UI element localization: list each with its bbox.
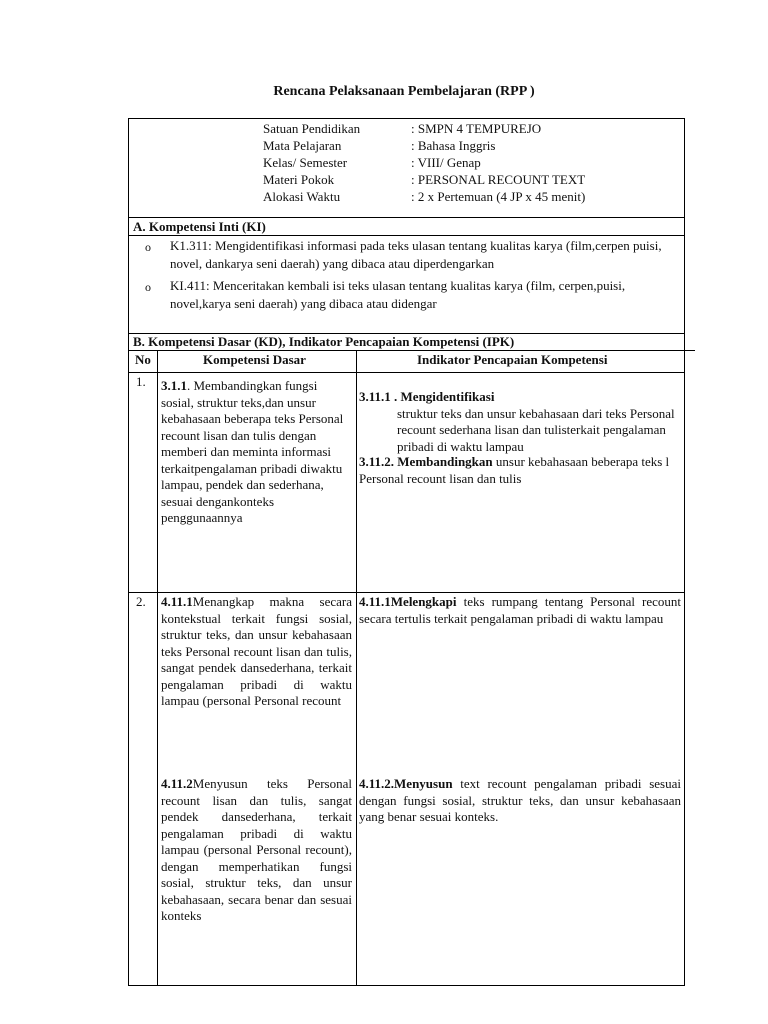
ipk-text: unsur kebahasaan beberapa teks l Personal recount lisan dan tulis	[359, 454, 670, 486]
column-header-no: No	[135, 352, 151, 367]
document-title: Rencana Pelaksanaan Pembelajaran (RPP )	[273, 84, 535, 99]
kd-cell	[161, 378, 352, 527]
kd-text: . Membandingkan fungsi sosial, struktur teks,dan unsur kebahasaan beberapa teks Personal recount lisan dan tulis dengan memberi dan meminta informasi terkaitpengalaman pribadi diwaktu lampau, pendek dan sederhana, sesuai dengankonteks penggunaannya	[161, 378, 344, 525]
row-number: 2.	[136, 594, 146, 609]
info-value: : 2 x Pertemuan (4 JP x 45 menit)	[411, 189, 586, 204]
info-value: : PERSONAL RECOUNT TEXT	[411, 172, 586, 187]
kd-text: Menangkap makna secara kontekstual terkait fungsi sosial, struktur teks, dan unsur kebahasaan teks Personal recount lisan dan tulis, sangat pendek dansederhana, terkait pengalaman pribadi di waktu lampau (personal Personal recount	[161, 594, 352, 708]
info-label: Alokasi Waktu	[263, 189, 341, 204]
info-value: : Bahasa Inggris	[411, 138, 496, 153]
ipk-text: text recount pengalaman pribadi sesuai dengan fungsi sosial, struktur teks, dan unsur kebahasaan yang benar sesuai konteks.	[359, 776, 681, 824]
info-label: Satuan Pendidikan	[263, 121, 361, 136]
info-label: Mata Pelajaran	[263, 138, 342, 153]
info-value: : VIII/ Genap	[411, 155, 481, 170]
column-divider	[157, 350, 158, 986]
section-b-heading: B. Kompetensi Dasar (KD), Indikator Pencapaian Kompetensi (IPK)	[133, 334, 515, 349]
ki-item: K1.311: Mengidentifikasi informasi pada teks ulasan tentang kualitas karya (film,cerpen puisi, novel, dankarya seni daerah) yang dibaca atau diperdengarkan	[170, 238, 662, 271]
ipk-text: struktur teks dan unsur kebahasaan dari teks Personal recount sederhana lisan dan tulisterkait pengalaman pribadi di waktu lampau	[397, 405, 675, 454]
bullet-icon: o	[145, 240, 151, 254]
ipk-code: 4.11.2.Menyusun	[359, 776, 453, 791]
column-divider	[356, 350, 357, 986]
kd-cell	[161, 776, 352, 925]
info-label: Materi Pokok	[263, 172, 335, 187]
kd-code: 4.11.2	[161, 776, 193, 791]
ipk-code: 4.11.1Melengkapi	[359, 594, 457, 609]
bullet-icon: o	[145, 280, 151, 294]
ipk-code: 3.11.2. Membandingkan	[359, 454, 493, 469]
info-value: : SMPN 4 TEMPUREJO	[411, 121, 542, 136]
section-a-heading: A. Kompetensi Inti (KI)	[133, 219, 266, 234]
kd-text: Menyusun teks Personal recount lisan dan tulis, sangat pendek dansederhana, terkait pengalaman pribadi di waktu lampau (personal Personal recount), dengan memperhatikan fungsi sosial, struktur teks, dan unsur kebahasaan, secara benar dan sesuai konteks	[161, 776, 352, 923]
ipk-text: teks rumpang tentang Personal recount secara tertulis terkait pengalaman pribadi di waktu lampau	[359, 594, 681, 626]
divider-line	[128, 217, 685, 218]
ipk-code: 3.11.1 . Mengidentifikasi	[359, 389, 495, 404]
divider-line	[128, 372, 685, 373]
divider-line	[128, 350, 695, 351]
divider-line	[128, 235, 685, 236]
kd-code: 3.1.1	[161, 378, 187, 393]
kd-code: 4.11.1	[161, 594, 193, 609]
column-header-ipk: Indikator Pencapaian Kompetensi	[417, 352, 608, 367]
ipk-cell	[359, 454, 681, 487]
row-number: 1.	[136, 374, 146, 389]
kd-cell	[161, 594, 352, 710]
ipk-cell	[359, 594, 681, 627]
column-header-kd: Kompetensi Dasar	[203, 352, 306, 367]
ipk-cell	[359, 389, 681, 455]
ipk-cell	[359, 776, 681, 826]
ki-item: KI.411: Menceritakan kembali isi teks ulasan tentang kualitas karya (film, cerpen,puisi, novel,karya seni daerah) yang dibaca atau didengar	[170, 278, 626, 311]
info-label: Kelas/ Semester	[263, 155, 348, 170]
divider-line	[128, 592, 685, 593]
